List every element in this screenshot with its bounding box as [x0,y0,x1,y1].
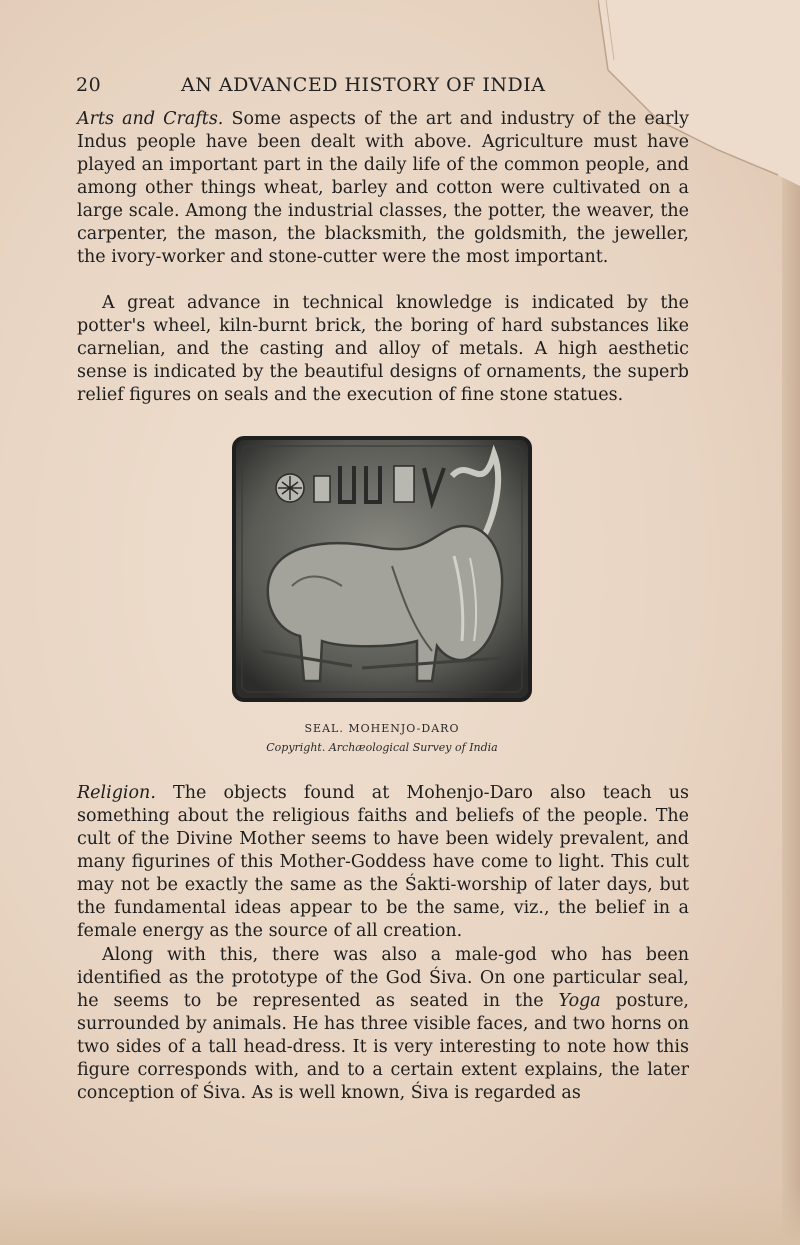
page-header [76,72,686,100]
religion-body-2b: posture, surrounded by animals. He has three visible faces, and two horns on two sides of a tall head-dress. It is very interesting to note how this figure corresponds with, and to a certain extent explains, the later conception of Śiva. As is well known, Śiva is regarded as [77,991,689,1103]
page-number: 20 [76,74,102,96]
figure-credit: Copyright. Archæological Survey of India [266,741,498,754]
religion-paragraph-2 [77,944,689,1105]
seal-picture [232,436,532,702]
arts-body-2: A great advance in technical knowledge is indicated by the potter's wheel, kiln-burnt brick, the boring of hard substances like carnelian, and the casting and alloy of metals. A high aesthetic sense is indicated by the beautiful designs of ornaments, the superb relief figures on seals and the execution of fine stone statues. [77,293,689,405]
religion-body-2a: Along with this, there was also a male-god who has been identified as the prototype of the God Śiva. On one particular seal, he seems to be represented as seated in the [77,945,689,1011]
arts-paragraph-2 [77,292,689,407]
religion-body-1: The objects found at Mohenjo-Daro also teach us something about the religious faiths and beliefs of the people. The cult of the Divine Mother seems to have been widely prevalent, and many figurines of this Mother-Goddess have come to light. This cult may not be exactly the same as the Śakti-worship of later days, but the fundamental ideas appear to be the same, viz., the belief in a female energy as the source of all creation. [77,783,689,941]
running-title: AN ADVANCED HISTORY OF INDIA [181,74,546,96]
arts-body-1: Some aspects of the art and industry of the early Indus people have been dealt with above. Agriculture must have played an important part in the daily life of the common people, and among other things wheat, barley and cotton were cultivated on a large scale. Among the industrial classes, the potter, the weaver, the carpenter, the mason, the blacksmith, the goldsmith, the jeweller, the ivory-worker and stone-cutter were the most important. [77,109,689,267]
yoga-word: Yoga [558,991,601,1011]
religion-heading: Religion. [77,783,156,803]
arts-heading: Arts and Crafts. [77,109,224,129]
religion-paragraph-1 [77,782,689,943]
seal-image [232,436,532,702]
page-bottom-shadow [0,1185,800,1245]
arts-paragraph-1 [77,108,689,269]
figure-caption: SEAL. MOHENJO-DARO [304,722,460,735]
